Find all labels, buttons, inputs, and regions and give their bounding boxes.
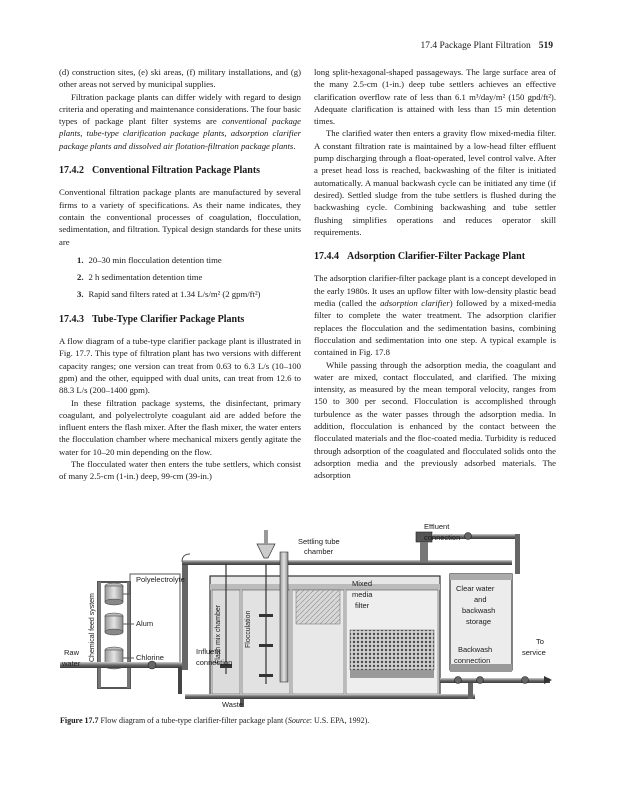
backwash-label: Backwash (458, 645, 493, 654)
design-standards-list (59, 254, 301, 301)
clear-water-label-4: storage (466, 617, 492, 626)
tube-settlers (296, 590, 340, 624)
influent-label-2: connection (196, 658, 233, 667)
caption-end: : U.S. EPA, 1992). (309, 716, 370, 725)
list-number: 1. (77, 254, 84, 265)
intro-paragraph-2-text: Filtration package plants can differ widely with regard to design criteria and operating and maintenance considerations. The four basic types of package plant filter systems are (59, 91, 301, 127)
mixed-media-label: Mixed (352, 579, 373, 588)
adsorption-text-a: The adsorption clarifier-filter package plant is a concept developed in the early 1980s. It uses an upflow filter with low-density plastic bead media (called the (314, 273, 556, 309)
intro-paragraph-2-end: . (293, 140, 296, 151)
adsorption-paragraph-2: While passing through the adsorption media, the coagulant and water are mixed, contact flocculated, and clarified. The mixing intensity, as measured by the mean temporal velocity, ranges from 150 to 300 per second. Flocculation is accomplished through turbulence as the water passes through the adsorption media. In addition, flocculation is enhanced by the contact between the flocculated materials and the floc-coated media. Turbidity is reduced through adsorption of the coagulated and flocculated solids onto the adsorption media and the previously adsorbed materials. The adsorption (314, 359, 556, 481)
mixed-media-label-3: filter (355, 601, 370, 610)
raw-water-label-2: water (62, 659, 81, 668)
to-service-label-2: service (522, 648, 546, 657)
effluent-label: Effluent (424, 524, 450, 531)
backwash-label-2: connection (454, 656, 491, 665)
figure-caption (60, 716, 560, 725)
section-number: 17.4.4 (314, 251, 339, 263)
influent-label: Influent (196, 647, 221, 656)
conventional-paragraph: Conventional filtration package plants are manufactured by several firms to a variety of specifications. As their name indicates, they contain the conventional processes of coagulation, flocculation, sedimentation, and filtration. Typical design standards for these units are (59, 187, 301, 247)
section-number: 17.4.3 (59, 313, 84, 325)
effluent-label-2: connection (424, 533, 461, 542)
adsorption-text-b: ) followed by a mixed-media filter to complete the water treatment. The adsorption clarifier replaces the flocculation and the sedimentation basins, combining flocculation and sedimentation into one step. A typical example is contained in Fig. 17.8 (314, 298, 556, 358)
raw-water-label: Raw (64, 648, 80, 657)
clear-water-label-2: and (474, 595, 487, 604)
section-heading-17-4-3 (59, 314, 301, 326)
to-service-label: To (536, 637, 544, 646)
list-item (77, 288, 301, 300)
alum-tank (105, 613, 123, 635)
list-text: 2 h sedimentation detention time (88, 272, 203, 283)
running-head-section: 17.4 Package Plant Filtration (420, 41, 531, 51)
inlet-valve (148, 661, 156, 669)
caption-text: Flow diagram of a tube-type clarifier-filter package plant ( (100, 716, 288, 725)
list-text: 20–30 min flocculation detention time (88, 254, 222, 265)
effluent-valve (465, 533, 472, 540)
tube-paragraph-1: A flow diagram of a tube-type clarifier package plant is illustrated in Fig. 17.7. This type of filtration plant has two versions with different capacity ranges; one version can treat from 0.63 to 6.3 L/s (10–100 gpm) and the other, equipped with dual units, can treat from 12.6 to 88.3 L/s (200–1400 gpm). (59, 336, 301, 396)
section-heading-17-4-2 (59, 165, 301, 177)
section-title: Conventional Filtration Package Plants (92, 165, 261, 177)
filter-media (350, 630, 434, 670)
settling-tube-label: Settling tube (298, 537, 340, 546)
left-column (59, 66, 301, 483)
caption-source-word: Source (287, 716, 310, 725)
continued-paragraph-1: long split-hexagonal-shaped passageways. The large surface area of the many 2.5-cm (1-in.) deep tube settlers achieves an effective clarification overflow rate of less than 6.1 m³/day/m² (150 gpd/ft²). Adequate clarification is attained with less than 15 min detention times. (314, 67, 556, 127)
intro-paragraph-1: (d) construction sites, (e) ski areas, (f) military installations, and (g) other areas not served by municipal supplies. (59, 67, 301, 90)
alum-label: Alum (136, 619, 154, 628)
chemical-feed-system (98, 574, 180, 694)
settling-tube-label-2: chamber (304, 547, 334, 556)
section-number: 17.4.2 (59, 165, 84, 177)
chemical-feed-label: Chemical feed system (89, 593, 96, 662)
chlorine-label: Chlorine (136, 653, 164, 662)
right-column (314, 66, 556, 482)
flash-mix-label: Flash mix chamber (215, 604, 222, 664)
flocculation-label: Flocculation (245, 610, 252, 648)
mixed-media-label-2: media (352, 590, 373, 599)
clarifier-column (280, 552, 288, 682)
adsorption-paragraph-1 (314, 272, 556, 358)
list-item (77, 271, 301, 283)
tube-paragraph-3: The flocculated water then enters the tube settlers, which consist of many 2.5-cm (1-in.) deep, 99-cm (39-in.) (59, 459, 301, 482)
clear-water-label: Clear water (456, 584, 495, 593)
section-title: Tube-Type Clarifier Package Plants (92, 313, 245, 325)
plant-types-italic: conventional package plants, tube-type clarification package plants, adsorption clarifier package plants and dissolved air flotation-filtration package plants (59, 116, 301, 151)
list-item (77, 254, 301, 266)
page-number: 519 (538, 41, 553, 51)
list-number: 3. (77, 289, 84, 300)
polyelectrolyte-label: Polyelectrolyte (136, 575, 185, 584)
flow-diagram-figure (60, 524, 560, 709)
waste-label: Waste (222, 700, 243, 709)
continued-paragraph-2: The clarified water then enters a gravity flow mixed-media filter. A constant filtration rate is maintained by a low-head filter effluent pump discharging through a float-operated, level control valve. After a preset head loss is reached, backwashing of the filter is initiated automatically. A manual backwash cycle can be initiated any time (if desired). Settled sludge from the tube settlers is flushed during the backwashing cycle. Combining backwashing and tube settler flushing simplifies operations and reduces operator skill requirements. (314, 128, 556, 237)
clear-water-label-3: backwash (462, 606, 496, 615)
caption-label: Figure 17.7 (60, 716, 99, 725)
running-head (420, 41, 553, 51)
flow-diagram (60, 524, 560, 709)
list-text: Rapid sand filters rated at 1.34 L/s/m² (2 gpm/ft²) (88, 289, 261, 300)
tube-paragraph-2: In these filtration package systems, the disinfectant, primary coagulant, and polyelectrolyte coagulant aid are added before the influent enters the flash mixer. After the flash mixer, the water enters the flocculation chamber where mechanical mixers gently agitate the water for 10–20 min depending on the flow. (59, 397, 301, 457)
polyelectrolyte-tank (105, 583, 123, 605)
section-title: Adsorption Clarifier-Filter Package Plant (347, 251, 526, 263)
list-number: 2. (77, 272, 84, 283)
intro-paragraph-2 (59, 91, 301, 152)
adsorption-clarifier-term: adsorption clarifier (380, 298, 450, 309)
section-heading-17-4-4 (314, 251, 556, 263)
